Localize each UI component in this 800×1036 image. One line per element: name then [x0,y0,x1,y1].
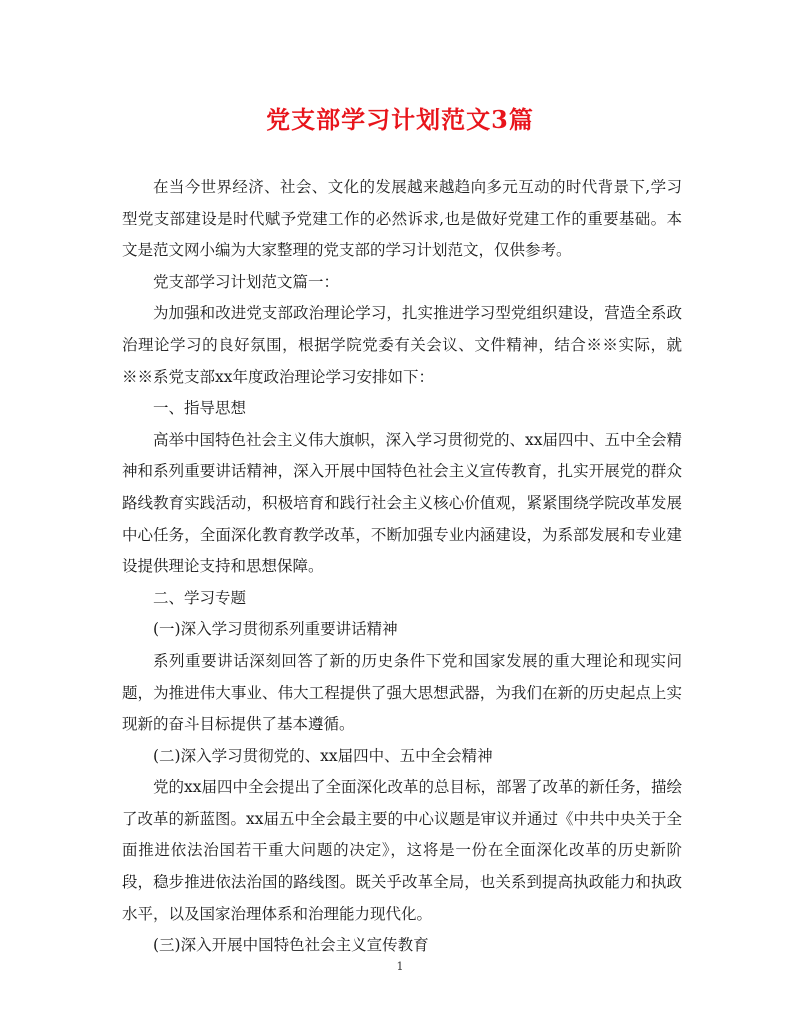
body-paragraph: 系列重要讲话深刻回答了新的历史条件下党和国家发展的重大理论和现实问题，为推进伟大事业、伟大工程提供了强大思想武器，为我们在新的历史起点上实现新的奋斗目标提供了基本遵循。 [122,651,682,734]
body-paragraph: 党的xx届四中全会提出了全面深化改革的总目标，部署了改革的新任务，描绘了改革的新蓝图。xx届五中全会最主要的中心议题是审议并通过《中共中央关于全面推进依法治国若干重大问题的决定》，这将是一份在全面深化改革的历史新阶段，稳步推进依法治国的路线图。既关乎改革全局，也关系到提高执政能力和执政水平，以及国家治理体系和治理能力现代化。 [122,778,682,923]
section-heading: 二、学习专题 [153,588,247,607]
subsection-heading: (一)深入学习贯彻系列重要讲话精神 [153,620,398,639]
page-number: 1 [396,960,404,973]
section-heading: 党支部学习计划范文篇一： [153,272,340,291]
subsection-heading: (二)深入学习贯彻党的、xx届四中、五中全会精神 [153,746,493,765]
subsection-heading: (三)深入开展中国特色社会主义宣传教育 [153,936,429,955]
body-paragraph: 为加强和改进党支部政治理论学习，扎实推进学习型党组织建设，营造全系政治理论学习的良好氛围，根据学院党委有关会议、文件精神，结合※※实际，就※※系党支部xx年度政治理论学习安排如下： [122,304,682,386]
intro-paragraph: 在当今世界经济、社会、文化的发展越来越趋向多元互动的时代背景下,学习型党支部建设是时代赋予党建工作的必然诉求,也是做好党建工作的重要基础。本文是范文网小编为大家整理的党支部的学习计划范文，仅供参考。 [122,178,682,260]
body-paragraph: 高举中国特色社会主义伟大旗帜，深入学习贯彻党的、xx届四中、五中全会精神和系列重要讲话精神，深入开展中国特色社会主义宣传教育，扎实开展党的群众路线教育实践活动，积极培育和践行社会主义核心价值观，紧紧围绕学院改革发展中心任务，全面深化教育教学改革，不断加强专业内涵建设，为系部发展和专业建设提供理论支持和思想保障。 [122,430,682,576]
section-heading: 一、指导思想 [153,399,247,418]
document-body [122,172,682,962]
document-title: 党支部学习计划范文3篇 [266,105,534,134]
